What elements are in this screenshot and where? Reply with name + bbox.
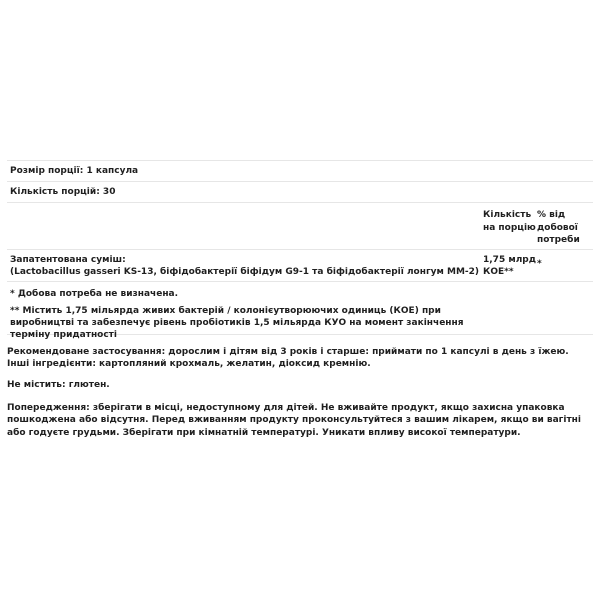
- serving-size: Розмір порції: 1 капсула: [10, 166, 139, 176]
- supplement-facts-table: [7, 160, 593, 340]
- warning-text: Попередження: зберігати в місці, недоступному для дітей. Не вживайте продукт, якщо захисна упаковка пошкоджена або відсутня. Перед вживанням продукту проконсультуйтеся з вашим лікарем, якщо ви вагітні або годуєте грудьми. Зберігати при кімнатній температурі. Уникати впливу високої температури.: [7, 403, 581, 438]
- table-header-row: [7, 202, 593, 249]
- proprietary-blend-row: [7, 249, 593, 281]
- servings-count: Кількість порцій: 30: [10, 187, 116, 197]
- footnotes-row: [7, 281, 593, 340]
- other-ingredients: Інші інгредієнти: картопляний крохмаль, желатин, діоксид кремнію.: [7, 359, 371, 370]
- blend-name-title: Запатентована суміш:: [10, 255, 126, 265]
- amount-per-serving-header: Кількість на порцію: [483, 210, 536, 233]
- recommended-use: Рекомендоване застосування: дорослим і дітям від 3 років і старше: приймати по 1 капсулі в день з їжею.: [7, 347, 569, 357]
- servings-count-row: [7, 181, 593, 202]
- blend-daily-value: *: [537, 259, 542, 269]
- free-from: Не містить: глютен.: [7, 380, 110, 390]
- blend-name-strains: (Lactobacillus gasseri KS-13, біфідобактерії біфідум G9-1 та біфідобактерії лонгум MM-2): [10, 267, 480, 277]
- daily-value-header: % від добової потреби: [537, 210, 580, 245]
- footnote-cfu: ** Містить 1,75 мільярда живих бактерій / колонієутворюючих одиниць (КОЕ) при виробництві та забезпечує рівень пробіотиків 1,5 мільярда КУО на момент закінчення терміну придатності: [10, 306, 464, 340]
- blend-name: [10, 254, 480, 278]
- footnote-daily-value: * Добова потреба не визначена.: [10, 289, 179, 299]
- blend-amount-unit: КОЕ**: [483, 267, 514, 277]
- blend-amount: [483, 254, 537, 278]
- serving-size-row: [7, 160, 593, 181]
- blend-amount-value: 1,75 млрд: [483, 255, 536, 265]
- usage-paragraph: [7, 346, 595, 371]
